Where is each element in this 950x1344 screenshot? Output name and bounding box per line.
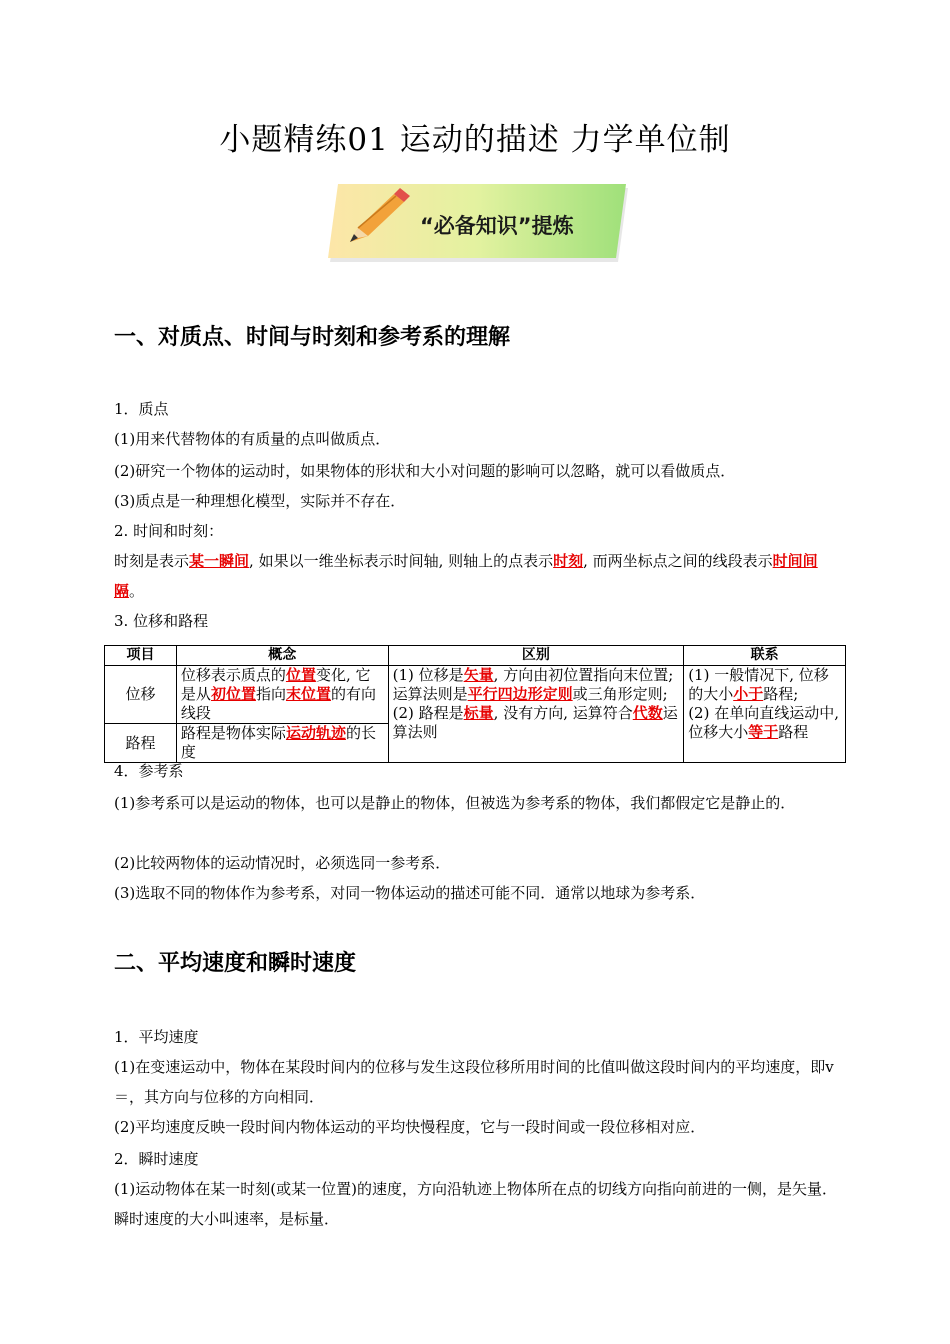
paragraph: 4．参考系 [114, 762, 184, 780]
displacement-table [104, 645, 846, 763]
paragraph: (2)平均速度反映一段时间内物体运动的平均快慢程度，它与一段时间或一段位移相对应． [114, 1118, 706, 1136]
table-row [105, 666, 846, 724]
paragraph: 1．质点 [114, 400, 169, 418]
banner-text: “必备知识”提炼 [420, 214, 574, 238]
section-heading-1: 一、对质点、时间与时刻和参考系的理解 [114, 325, 511, 350]
paragraph: (1)参考系可以是运动的物体，也可以是静止的物体，但被选为参考系的物体，我们都假定它是静止的． [114, 794, 796, 812]
table-header: 项目 [105, 646, 177, 666]
table-header: 联系 [684, 646, 846, 666]
table-header: 概念 [176, 646, 388, 666]
paragraph: (2)比较两物体的运动情况时，必须选同一参考系． [114, 854, 451, 872]
paragraph: 1．平均速度 [114, 1028, 199, 1046]
table-cell: (1) 位移是矢量, 方向由初位置指向末位置; 运算法则是平行四边形定则或三角形定则; (2) 路程是标量, 没有方向, 运算符合代数运算法则 [388, 666, 684, 763]
time-definition: 时刻是表示某一瞬间, 如果以一维坐标表示时间轴, 则轴上的点表示时刻, 而两坐标点之间的线段表示时间间隔。 [114, 552, 818, 600]
paragraph: (3)选取不同的物体作为参考系，对同一物体运动的描述可能不同．通常以地球为参考系． [114, 884, 706, 902]
paragraph: 2. 时间和时刻： [114, 522, 224, 540]
table-header-row [105, 646, 846, 666]
paragraph: (3)质点是一种理想化模型，实际并不存在． [114, 492, 406, 510]
section-heading-2: 二、平均速度和瞬时速度 [114, 951, 357, 976]
page-title: 小题精练01 运动的描述 力学单位制 [219, 122, 731, 158]
table-header: 区别 [388, 646, 684, 666]
keyword: 某一瞬间 [189, 552, 250, 570]
table-cell: 位移表示质点的位置变化, 它是从初位置指向末位置的有向线段 [176, 666, 388, 724]
paragraph: (1)用来代替物体的有质量的点叫做质点． [114, 430, 391, 448]
table-cell: 路程是物体实际运动轨迹的长度 [176, 724, 388, 763]
table-cell: 位移 [105, 666, 177, 724]
keyword: 时间间隔 [114, 552, 818, 600]
paragraph: 2．瞬时速度 [114, 1150, 199, 1168]
knowledge-banner [328, 184, 632, 266]
paragraph: (1)在变速运动中，物体在某段时间内的位移与发生这段位移所用时间的比值叫做这段时间内的平均速度，即v＝，其方向与位移的方向相同． [114, 1058, 834, 1106]
table-cell: (1) 一般情况下, 位移的大小小于路程; (2) 在单向直线运动中, 位移大小等于路程 [684, 666, 846, 763]
keyword: 时刻 [553, 552, 584, 570]
table-cell: 路程 [105, 724, 177, 763]
paragraph: 3. 位移和路程 [114, 612, 209, 630]
paragraph: (2)研究一个物体的运动时，如果物体的形状和大小对问题的影响可以忽略，就可以看做质点． [114, 462, 736, 480]
paragraph: (1)运动物体在某一时刻(或某一位置)的速度，方向沿轨迹上物体所在点的切线方向指向前进的一侧，是矢量．瞬时速度的大小叫速率，是标量． [114, 1180, 837, 1228]
